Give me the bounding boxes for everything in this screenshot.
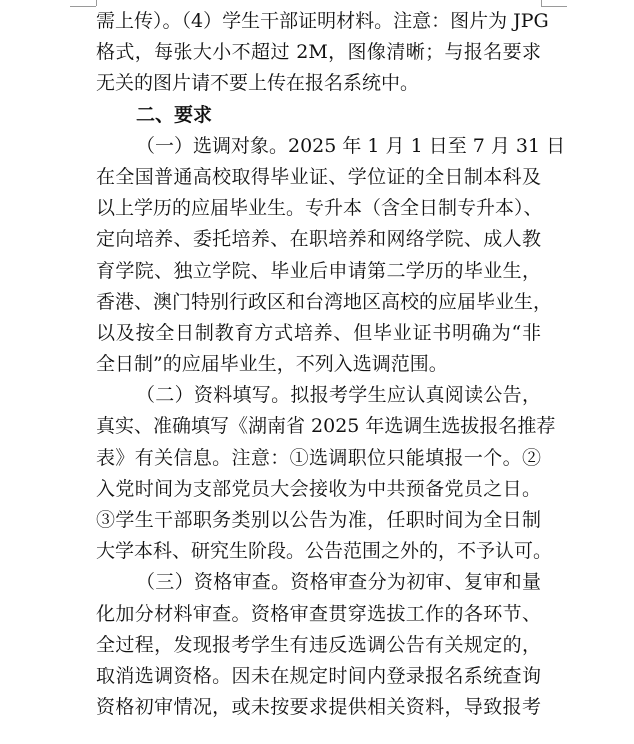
text-line: 化加分材料审查。资格审查贯穿选拔工作的各环节、 xyxy=(96,602,541,625)
text-line: 格式，每张大小不超过 2M，图像清晰；与报名要求 xyxy=(96,41,541,64)
paragraph-intro xyxy=(96,6,549,100)
text-line: 大学本科、研究生阶段。公告范围之外的，不予认可。 xyxy=(96,540,553,563)
text-line: （一）选调对象。2025 年 1 月 1 日至 7 月 31 日 xyxy=(136,134,566,157)
text-line: 资格初审情况，或未按要求提供相关资料，导致报考 xyxy=(96,696,541,719)
text-line: 香港、澳门特别行政区和台湾地区高校的应届毕业生， xyxy=(96,290,553,313)
text-line: 需上传）。（4）学生干部证明材料。注意：图片为 JPG xyxy=(96,10,549,32)
text-line: 表》有关信息。注意：①选调职位只能填报一个。② xyxy=(96,446,541,469)
text-line: 定向培养、委托培养、在职培养和网络学院、成人教 xyxy=(96,228,541,251)
text-line: 入党时间为支部党员大会接收为中共预备党员之日。 xyxy=(96,477,541,500)
document-body xyxy=(96,6,566,723)
text-line: 取消选调资格。因未在规定时间内登录报名系统查询 xyxy=(96,664,541,687)
text-line: 真实、准确填写《湖南省 2025 年选调生选拔报名推荐 xyxy=(96,415,556,438)
text-line: 在全国普通高校取得毕业证、学位证的全日制本科及 xyxy=(96,165,541,188)
text-line: （三）资格审查。资格审查分为初审、复审和量 xyxy=(136,571,541,594)
paragraph-selection-target xyxy=(96,131,566,381)
text-line: 无关的图片请不要上传在报名系统中。 xyxy=(96,72,420,95)
paragraph-information-filling xyxy=(96,380,556,567)
text-line: 全过程，发现报考学生有违反选调公告有关规定的， xyxy=(96,633,541,656)
text-line: 育学院、独立学院、毕业后申请第二学历的毕业生， xyxy=(96,259,541,282)
text-line: 全日制”的应届毕业生，不列入选调范围。 xyxy=(96,353,448,376)
paragraph-qualification-review xyxy=(96,567,541,723)
text-line: ③学生干部职务类别以公告为准，任职时间为全日制 xyxy=(96,509,541,531)
section-heading: 二、要求 xyxy=(136,103,213,126)
crop-mark-top-right-horizontal xyxy=(541,6,567,7)
crop-mark-top-right-vertical xyxy=(541,0,542,6)
text-line: 以上学历的应届毕业生。专升本（含全日制专升本）、 xyxy=(96,197,543,220)
text-line: （二）资料填写。拟报考学生应认真阅读公告， xyxy=(136,384,541,407)
crop-mark-top-left-horizontal xyxy=(70,6,96,7)
text-line: 以及按全日制教育方式培养、但毕业证书明确为“非 xyxy=(96,321,541,344)
